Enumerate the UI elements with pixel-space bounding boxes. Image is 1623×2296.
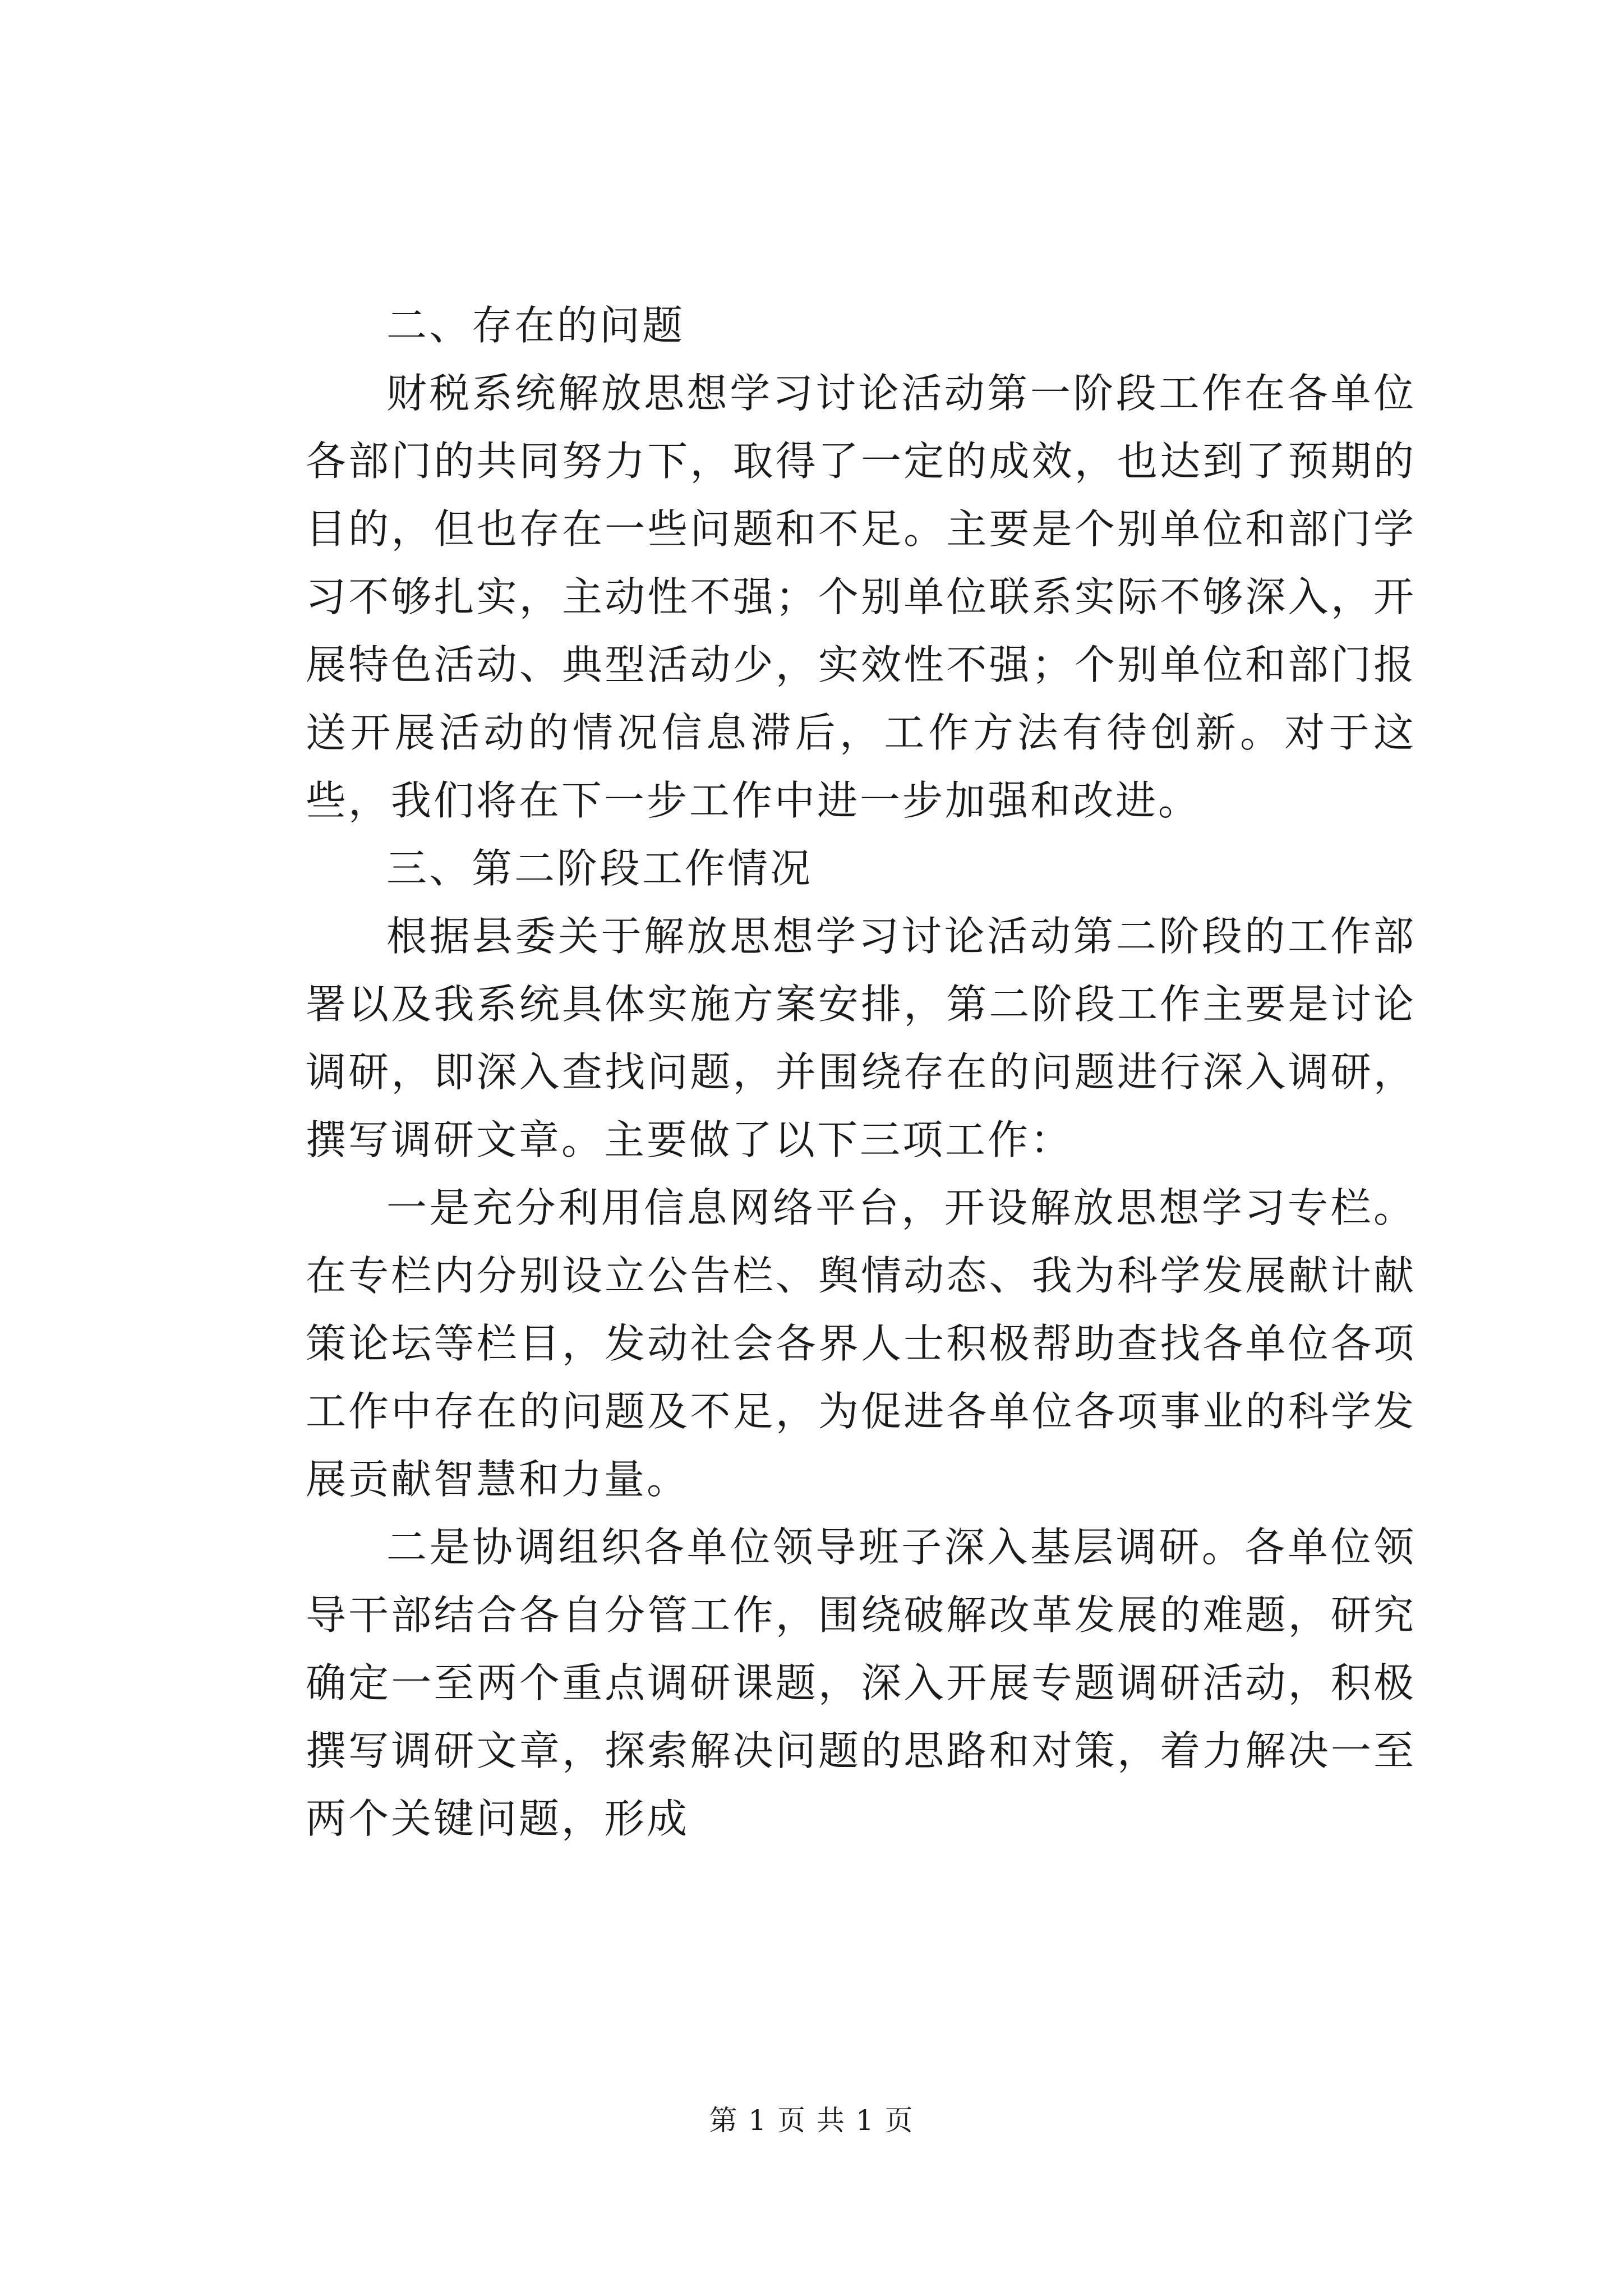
paragraph-problems: 财税系统解放思想学习讨论活动第一阶段工作在各单位各部门的共同努力下，取得了一定的成效，也达到了预期的目的，但也存在一些问题和不足。主要是个别单位和部门学习不够扎实，主动性不强；个别单位联系实际不够深入，开展特色活动、典型活动少，实效性不强；个别单位和部门报送开展活动的情况信息滞后，工作方法有待创新。对于这些，我们将在下一步工作中进一步加强和改进。: [306, 370, 1416, 824]
document-body: [306, 292, 1416, 1853]
paragraph-item-two: 二是协调组织各单位领导班子深入基层调研。各单位领导干部结合各自分管工作，围绕破解改革发展的难题，研究确定一至两个重点调研课题，深入开展专题调研活动，积极撰写调研文章，探索解决问题的思路和对策，着力解决一至两个关键问题，形成: [306, 1524, 1416, 1842]
section-heading-problems: 二、存在的问题: [386, 302, 685, 349]
section-heading-stage-two: 三、第二阶段工作情况: [386, 845, 813, 892]
paragraph-stage-two-intro: 根据县委关于解放思想学习讨论活动第二阶段的工作部署以及我系统具体实施方案安排，第二阶段工作主要是讨论调研，即深入查找问题，并围绕存在的问题进行深入调研，撰写调研文章。主要做了以下三项工作：: [306, 913, 1416, 1163]
page-footer: 第 1 页 共 1 页: [709, 2104, 914, 2137]
paragraph-item-one: 一是充分利用信息网络平台，开设解放思想学习专栏。在专栏内分别设立公告栏、舆情动态、我为科学发展献计献策论坛等栏目，发动社会各界人士积极帮助查找各单位各项工作中存在的问题及不足，为促进各单位各项事业的科学发展贡献智慧和力量。: [306, 1184, 1416, 1503]
